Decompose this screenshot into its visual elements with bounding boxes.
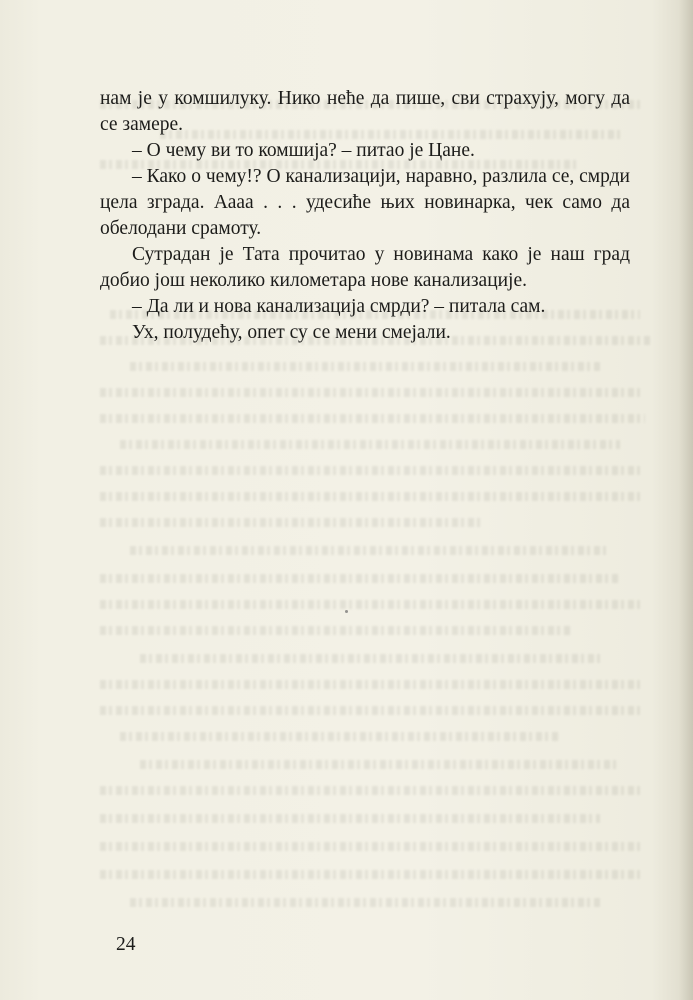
paragraph-4: Сутрадан је Тата прочитао у новинама како је наш град добио још неколико километара нове канализације. [100,244,630,291]
bleed-through-line [120,440,620,449]
bleed-through-line [140,654,600,663]
bleed-through-line [130,362,600,371]
bleed-through-line [100,574,620,583]
paragraph-2: – О чему ви то комшија? – питао је Цане. [132,140,475,161]
bleed-through-line [140,760,620,769]
bleed-through-line [100,466,640,475]
page-edge-shadow [679,0,693,1000]
paragraph-3: – Како о чему!? О канализацији, наравно, разлила се, смрди цела зграда. Аааа . . . удесиће њих новинарка, чек само да обелодани срамоту. [100,166,630,239]
paragraph-6: Ух, полудећу, опет су се мени смејали. [132,322,451,343]
bleed-through-line [100,814,600,823]
bleed-through-line [100,414,645,423]
bleed-through-line [100,870,640,879]
bleed-through-line [100,786,640,795]
paragraph-5: – Да ли и нова канализација смрди? – питала сам. [132,296,546,317]
bleed-through-line [130,546,610,555]
bleed-through-line [100,388,640,397]
bleed-through-line [100,600,640,609]
page-number: 24 [116,934,136,955]
bleed-through-line [130,898,600,907]
bleed-through-line [100,706,640,715]
bleed-through-line [100,518,480,527]
bleed-through-line [100,842,640,851]
bleed-through-line [120,732,560,741]
bleed-through-line [100,626,570,635]
bleed-through-line [100,680,640,689]
paper-speck [345,610,348,613]
bleed-through-line [100,492,640,501]
body-text [100,86,630,346]
paragraph-1: нам је у комшилуку. Нико неће да пише, сви страхују, могу да се замере. [100,88,630,135]
